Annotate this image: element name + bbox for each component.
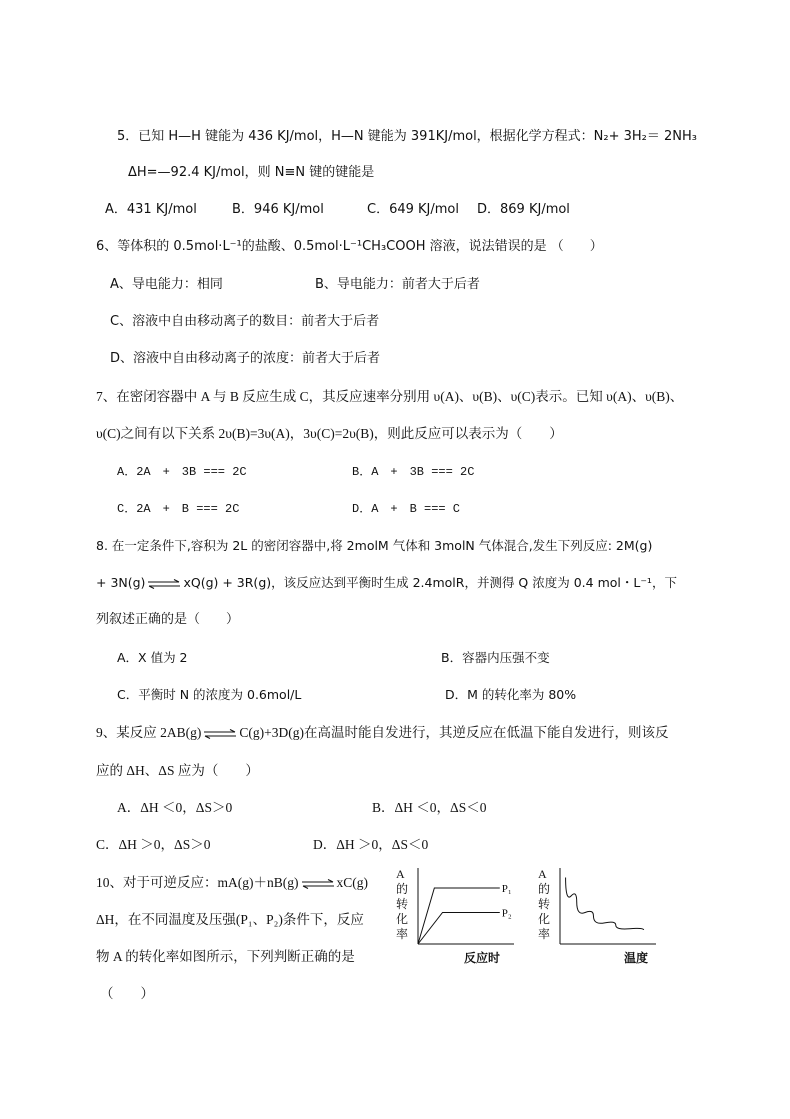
q9-stem-line2: 应的 ΔH、ΔS 应为（ ） xyxy=(96,763,259,778)
q10-stem-line1-left: 10、对于可逆反应：mA(g)＋nB(g) xyxy=(96,875,299,890)
q6-option-b: B、导电能力：前者大于后者 xyxy=(315,277,480,292)
q6-option-c: C、溶液中自由移动离子的数目：前者大于后者 xyxy=(110,314,380,329)
q8-option-d: D．M 的转化率为 80% xyxy=(445,687,577,702)
q8-stem-line2 xyxy=(96,574,677,592)
q7-option-b: B．A + 3B === 2C xyxy=(352,465,475,479)
y-axis-label-char: 化 xyxy=(396,912,409,926)
q10-stem-line2: ΔH，在不同温度及压强(P₁、P₂)条件下，反应 xyxy=(96,912,364,927)
q5-stem-line1: 5．已知 H—H 键能为 436 KJ/mol，H—N 键能为 391KJ/mol，根据化学方程式：N₂+ 3H₂＝ 2NH₃ xyxy=(117,129,698,144)
series-line xyxy=(418,888,500,944)
y-axis-label-char: 化 xyxy=(538,912,551,926)
q9-stem-line1-right: C(g)+3D(g)在高温时能自发进行，其逆反应在低温下能自发进行，则该反 xyxy=(239,725,669,740)
q9-option-b: B．ΔH ＜0，ΔS＜0 xyxy=(372,800,487,815)
q8-option-c: C．平衡时 N 的浓度为 0.6mol/L xyxy=(117,687,302,702)
series-label: P₁ xyxy=(501,883,512,895)
q10-stem-line4: （ ） xyxy=(100,986,154,1001)
y-axis-label-char: 的 xyxy=(538,882,551,896)
q8-stem-line2-left: + 3N(g) xyxy=(96,575,146,590)
chart-conversion-vs-time xyxy=(392,866,517,970)
q9-stem-line1-left: 9、某反应 2AB(g) xyxy=(96,725,202,740)
series-line xyxy=(566,878,644,931)
y-axis-label-char: A xyxy=(396,867,405,881)
q5-option-a: A．431 KJ/mol xyxy=(105,202,197,217)
q7-stem-line2: υ(C)之间有以下关系 2υ(B)=3υ(A)，3υ(C)=2υ(B)，则此反应可以表示为（ ） xyxy=(96,426,563,441)
q10-stem-line1-right: xC(g) xyxy=(336,875,368,890)
series-line xyxy=(418,913,500,945)
q8-stem-line1: 8. 在一定条件下,容积为 2L 的密闭容器中,将 2molM 气体和 3molN 气体混合,发生下列反应: 2M(g) xyxy=(96,538,653,553)
q6-option-a: A、导电能力：相同 xyxy=(110,277,223,292)
q8-option-b: B．容器内压强不变 xyxy=(441,650,550,665)
q7-option-a: A．2A + 3B === 2C xyxy=(117,465,247,479)
q5-option-c: C．649 KJ/mol xyxy=(367,202,459,217)
q9-option-c: C．ΔH ＞0，ΔS＞0 xyxy=(96,837,211,852)
y-axis-label-char: 转 xyxy=(538,897,551,911)
y-axis-label-char: 率 xyxy=(396,927,409,941)
q5-option-b: B．946 KJ/mol xyxy=(232,202,324,217)
q9-stem-line1 xyxy=(96,724,668,742)
q5-option-d: D．869 KJ/mol xyxy=(477,202,570,217)
q7-option-d: D．A + B === C xyxy=(352,502,461,516)
y-axis-label-char: A xyxy=(538,867,547,881)
y-axis-label-char: 率 xyxy=(538,927,551,941)
q9-option-d: D．ΔH ＞0，ΔS＜0 xyxy=(313,837,429,852)
q10-stem-line3: 物 A 的转化率如图所示，下列判断正确的是 xyxy=(96,949,355,964)
q7-stem-line1: 7、在密闭容器中 A 与 B 反应生成 C，其反应速率分别用 υ(A)、υ(B)、υ(C)表示。已知 υ(A)、υ(B)、 xyxy=(96,389,684,404)
q7-option-c: C．2A + B === 2C xyxy=(117,502,240,516)
y-axis-label-char: 的 xyxy=(396,882,409,896)
equilibrium-arrow-icon xyxy=(301,879,335,889)
q5-stem-line2: ΔH=—92.4 KJ/mol，则 N≡N 键的键能是 xyxy=(128,165,375,180)
q6-option-d: D、溶液中自由移动离子的浓度：前者大于后者 xyxy=(110,351,381,366)
q8-stem-line3: 列叙述正确的是（ ） xyxy=(96,612,240,627)
equilibrium-arrow-icon xyxy=(203,729,237,739)
q6-stem: 6、等体积的 0.5mol·L⁻¹的盐酸、0.5mol·L⁻¹CH₃COOH 溶液，说法错误的是 （ ） xyxy=(96,239,603,254)
chart-conversion-vs-temperature xyxy=(534,866,659,970)
series-label: P₂ xyxy=(501,907,512,920)
equilibrium-arrow-icon xyxy=(147,579,181,589)
q10-stem-line1 xyxy=(96,874,368,892)
y-axis-label-char: 转 xyxy=(396,897,409,911)
q9-option-a: A．ΔH ＜0，ΔS＞0 xyxy=(117,800,233,815)
q8-stem-line2-right: xQ(g) + 3R(g)，该反应达到平衡时生成 2.4molR，并测得 Q 浓度为 0.4 mol・L⁻¹，下 xyxy=(183,575,677,590)
x-axis-label: 反应时 xyxy=(464,951,501,965)
x-axis-label: 温度 xyxy=(624,951,649,965)
q8-option-a: A．X 值为 2 xyxy=(117,650,188,665)
